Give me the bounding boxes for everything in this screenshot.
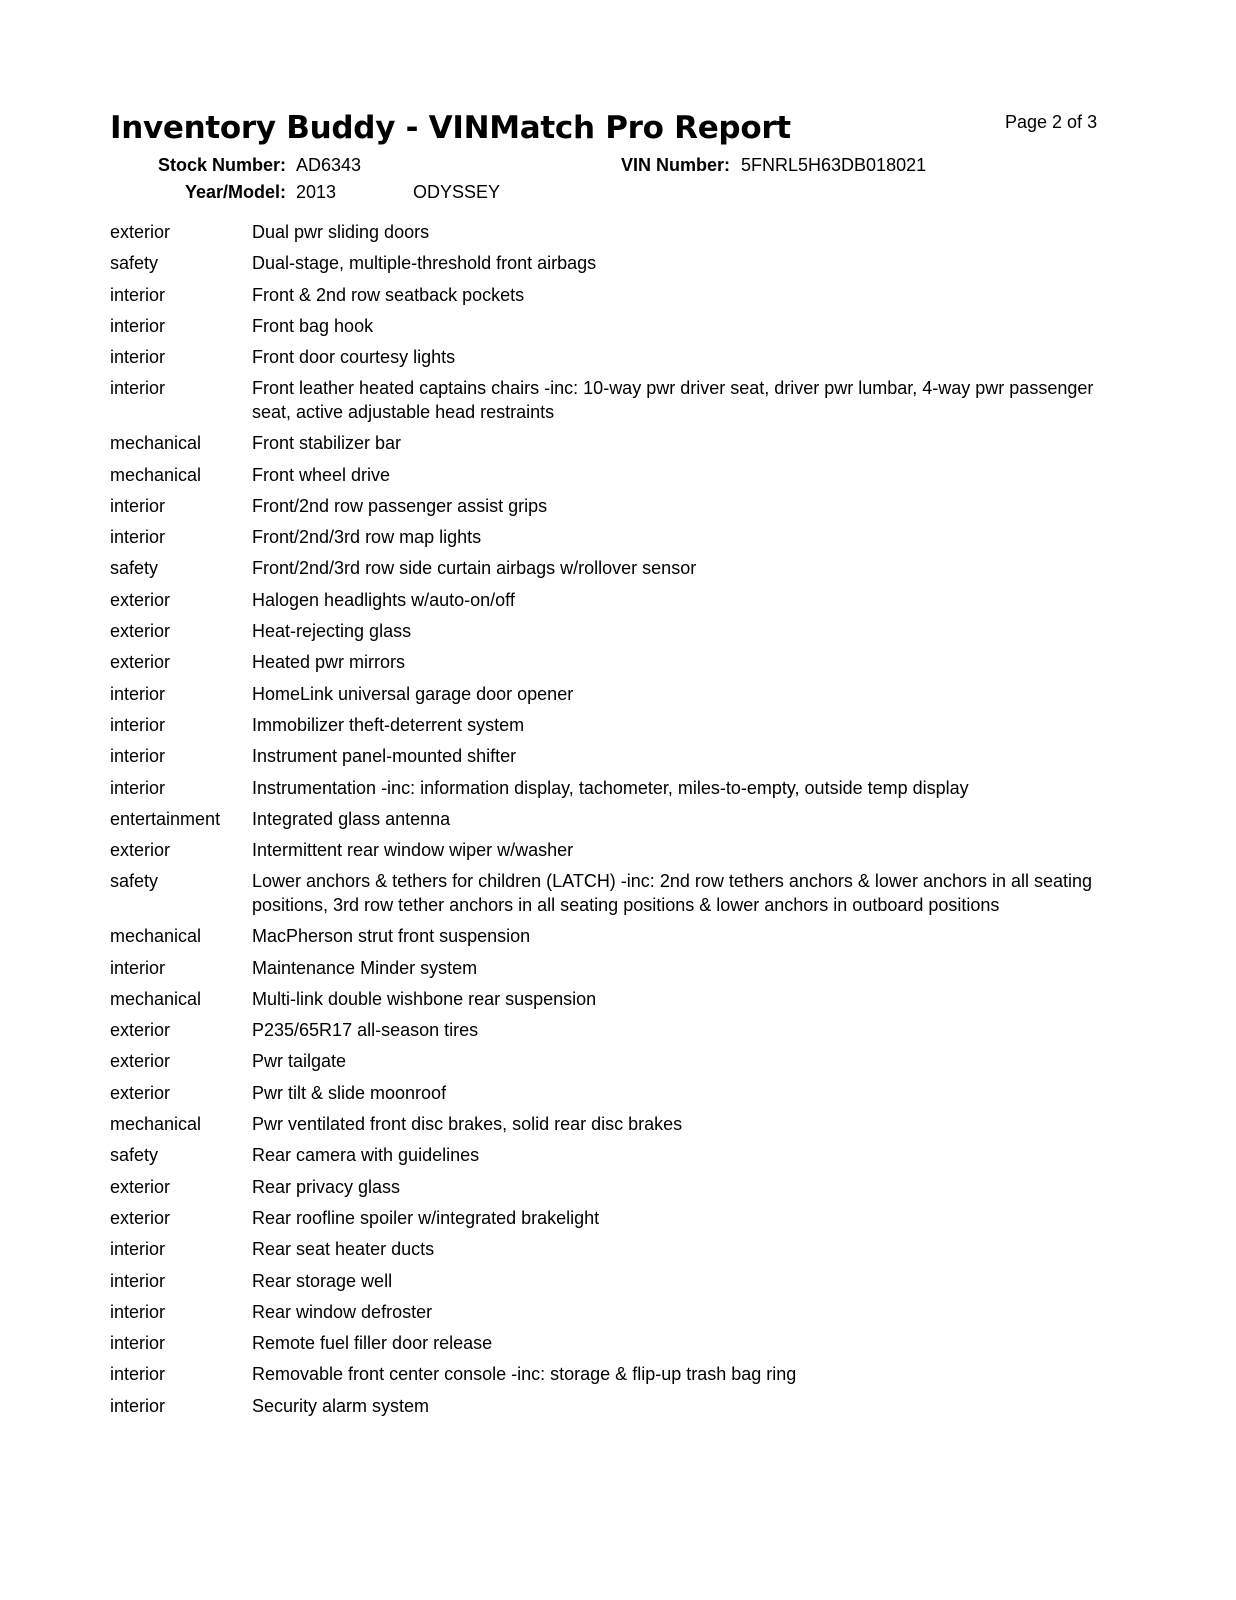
feature-description: Front stabilizer bar (252, 433, 402, 454)
feature-category: interior (110, 777, 166, 798)
feature-description: Instrumentation -inc: information display, tachometer, miles-to-empty, outside temp display (252, 777, 969, 798)
feature-row (110, 651, 1110, 675)
feature-row (110, 1332, 1110, 1356)
feature-category: interior (110, 495, 166, 516)
feature-row (110, 808, 1110, 832)
year-value: 2013 (296, 182, 337, 202)
feature-category: exterior (110, 1176, 171, 1197)
feature-category: exterior (110, 222, 171, 242)
feature-row (110, 1176, 1110, 1200)
feature-description: Pwr ventilated front disc brakes, solid rear disc brakes (252, 1114, 683, 1135)
feature-row (110, 1050, 1110, 1074)
feature-category: interior (110, 378, 166, 399)
feature-row (110, 464, 1110, 488)
feature-category: interior (110, 1364, 166, 1385)
feature-row (110, 714, 1110, 738)
feature-row (110, 777, 1110, 801)
feature-category: exterior (110, 1020, 171, 1041)
feature-list (110, 221, 1110, 1426)
feature-description: Dual pwr sliding doors (252, 222, 430, 242)
feature-row (110, 432, 1110, 456)
feature-category: interior (110, 714, 166, 735)
feature-row (110, 221, 1110, 245)
feature-category: exterior (110, 1051, 171, 1072)
feature-row (110, 1270, 1110, 1294)
feature-category: interior (110, 1395, 166, 1416)
feature-category: interior (110, 957, 166, 978)
feature-row (110, 1395, 1110, 1419)
feature-description: Front/2nd/3rd row side curtain airbags w/rollover sensor (252, 558, 697, 579)
feature-description: Security alarm system (252, 1395, 430, 1416)
model-value: ODYSSEY (413, 182, 501, 202)
report-title: Inventory Buddy - VINMatch Pro Report (110, 110, 791, 146)
feature-row (110, 315, 1110, 339)
feature-category: safety (110, 1145, 159, 1166)
feature-description: Remote fuel filler door release (252, 1333, 493, 1354)
feature-description: Rear seat heater ducts (252, 1239, 435, 1260)
feature-row (110, 589, 1110, 613)
feature-row (110, 620, 1110, 644)
feature-description: Front leather heated captains chairs -inc: 10-way pwr driver seat, driver pwr lumbar, 4-way pwr passenger seat, active adjustable head restraints (252, 378, 1094, 422)
feature-row (110, 495, 1110, 519)
feature-row (110, 1082, 1110, 1106)
feature-description: Heated pwr mirrors (252, 652, 406, 673)
feature-category: interior (110, 284, 166, 305)
feature-category: interior (110, 746, 166, 767)
feature-row (110, 1144, 1110, 1168)
feature-row (110, 745, 1110, 769)
feature-row (110, 870, 1110, 917)
feature-category: safety (110, 558, 159, 579)
feature-description: Maintenance Minder system (252, 957, 478, 978)
feature-description: P235/65R17 all-season tires (252, 1020, 479, 1041)
feature-category: safety (110, 253, 159, 274)
feature-description: Rear privacy glass (252, 1176, 401, 1197)
page-number: Page 2 of 3 (1005, 112, 1098, 132)
feature-row (110, 1363, 1110, 1387)
feature-description: Heat-rejecting glass (252, 621, 412, 642)
feature-row (110, 377, 1110, 424)
feature-category: interior (110, 1239, 166, 1260)
feature-description: Pwr tilt & slide moonroof (252, 1082, 447, 1103)
feature-row (110, 557, 1110, 581)
feature-description: Front & 2nd row seatback pockets (252, 284, 525, 305)
feature-row (110, 925, 1110, 949)
feature-category: interior (110, 347, 166, 368)
feature-row (110, 988, 1110, 1012)
feature-description: Removable front center console -inc: storage & flip-up trash bag ring (252, 1364, 797, 1385)
feature-row (110, 346, 1110, 370)
feature-category: interior (110, 1270, 166, 1291)
feature-category: mechanical (110, 433, 202, 454)
feature-category: interior (110, 1301, 166, 1322)
feature-description: Dual-stage, multiple-threshold front airbags (252, 253, 597, 274)
vin-number-label: VIN Number: (620, 155, 730, 175)
feature-description: Rear camera with guidelines (252, 1145, 480, 1166)
feature-category: mechanical (110, 926, 202, 947)
feature-category: entertainment (110, 808, 221, 829)
feature-description: Halogen headlights w/auto-on/off (252, 589, 515, 610)
feature-category: mechanical (110, 988, 202, 1009)
feature-category: safety (110, 871, 159, 892)
feature-category: exterior (110, 840, 171, 861)
feature-description: Instrument panel-mounted shifter (252, 746, 517, 767)
feature-description: Pwr tailgate (252, 1051, 347, 1072)
feature-category: exterior (110, 652, 171, 673)
feature-description: Front wheel drive (252, 464, 391, 485)
feature-description: Rear storage well (252, 1270, 393, 1291)
feature-description: Immobilizer theft-deterrent system (252, 714, 525, 735)
vin-number-value: 5FNRL5H63DB018021 (741, 155, 927, 175)
feature-description: Intermittent rear window wiper w/washer (252, 840, 574, 861)
feature-category: exterior (110, 621, 171, 642)
feature-description: Front/2nd/3rd row map lights (252, 527, 482, 548)
feature-description: MacPherson strut front suspension (252, 926, 531, 947)
feature-row (110, 1113, 1110, 1137)
feature-row (110, 957, 1110, 981)
feature-description: Front door courtesy lights (252, 347, 456, 368)
feature-row (110, 1019, 1110, 1043)
feature-row (110, 526, 1110, 550)
feature-category: mechanical (110, 1114, 202, 1135)
feature-category: mechanical (110, 464, 202, 485)
feature-row (110, 252, 1110, 276)
feature-category: interior (110, 527, 166, 548)
feature-description: Front bag hook (252, 315, 374, 336)
feature-category: interior (110, 1333, 166, 1354)
feature-category: exterior (110, 589, 171, 610)
feature-row (110, 1207, 1110, 1231)
year-model-label: Year/Model: (184, 182, 286, 202)
feature-description: Multi-link double wishbone rear suspension (252, 988, 597, 1009)
feature-category: interior (110, 315, 166, 336)
stock-number-label: Stock Number: (157, 155, 286, 175)
feature-description: Front/2nd row passenger assist grips (252, 495, 548, 516)
feature-row (110, 839, 1110, 863)
feature-category: exterior (110, 1207, 171, 1228)
feature-row (110, 284, 1110, 308)
stock-number-value: AD6343 (296, 155, 362, 175)
feature-description: Integrated glass antenna (252, 808, 451, 829)
feature-row (110, 1301, 1110, 1325)
feature-row (110, 1238, 1110, 1262)
feature-category: interior (110, 683, 166, 704)
feature-description: HomeLink universal garage door opener (252, 683, 574, 704)
feature-description: Rear window defroster (252, 1301, 433, 1322)
feature-description: Rear roofline spoiler w/integrated brakelight (252, 1207, 600, 1228)
feature-category: exterior (110, 1082, 171, 1103)
feature-description: Lower anchors & tethers for children (LATCH) -inc: 2nd row tethers anchors & lower anchors in all seating positions, 3rd row tether anchors in all seating positions & lower anchors in outboard positions (252, 871, 1093, 915)
feature-row (110, 683, 1110, 707)
